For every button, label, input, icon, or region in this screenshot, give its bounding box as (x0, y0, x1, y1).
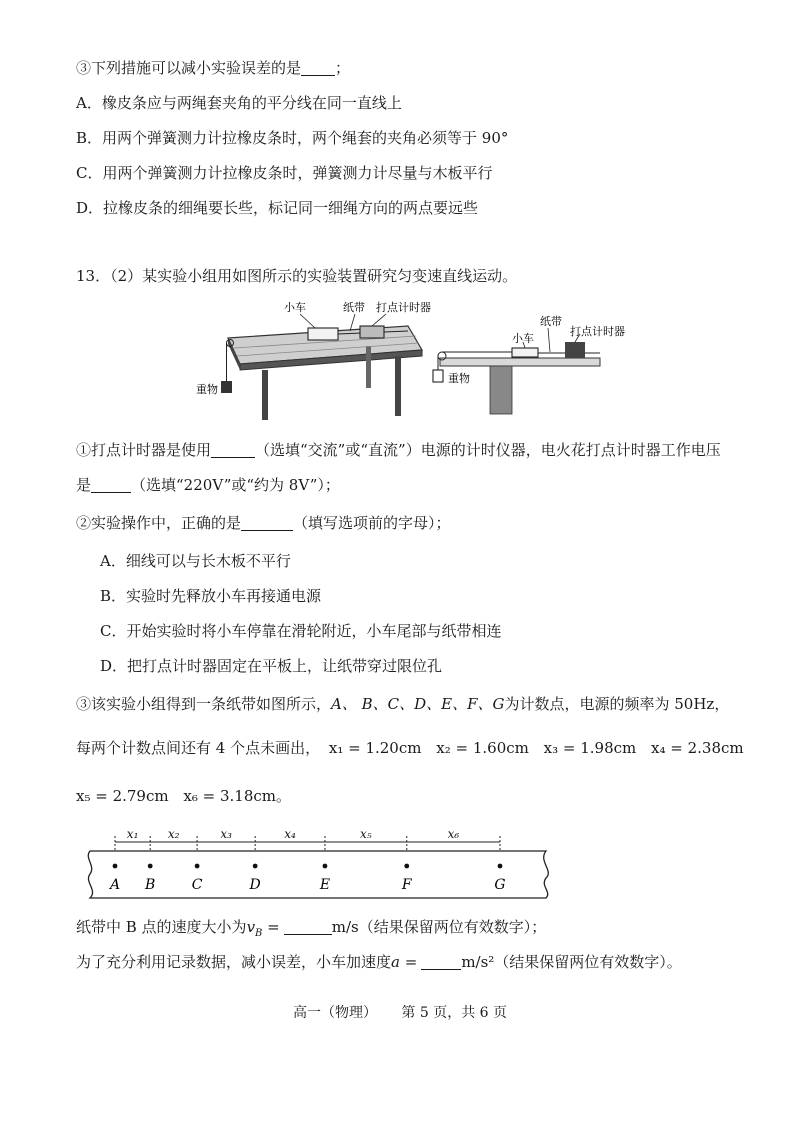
tape-segment-label: x₁ (126, 827, 139, 841)
q13-part2-stem: ②实验操作中，正确的是 （填写选项前的字母）； (76, 514, 451, 532)
q12-option-a: A．橡皮条应与两绳套夹角的平分线在同一直线上 (76, 94, 402, 112)
tape-point-label: A (109, 877, 121, 893)
car-right (512, 348, 565, 357)
answer-blank (421, 954, 461, 970)
footer-course: 高一（物理） (292, 1005, 377, 1021)
apparatus-figure (190, 298, 640, 423)
tape-point-label: E (319, 877, 331, 893)
q13-option-d: D．把打点计时器固定在平板上，让纸带穿过限位孔 (100, 657, 443, 675)
q13-intro: 13．（2）某实验小组用如图所示的实验装置研究匀变速直线运动。 (76, 267, 518, 285)
answer-blank (91, 477, 131, 493)
answer-blank (301, 60, 335, 76)
label-timer: 打点计时器 (376, 301, 431, 314)
q13-part3-line1: ③该实验小组得到一条纸带如图所示，A、 B、C、D、E、F、G为计数点，电源的频率为 50Hz， (76, 695, 730, 713)
q13-part1-line2: 是 （选填“220V”或“约为 8V”）； (76, 476, 340, 494)
q13-part3-line3: x₅ = 2.79cm x₆ = 3.18cm。 (76, 787, 292, 805)
x2-value: x₂ = 1.60cm (436, 739, 529, 757)
label-weight: 重物 (196, 383, 218, 396)
label-timer-right: 打点计时器 (570, 325, 625, 338)
label-tape-right: 纸带 (540, 315, 562, 328)
page-footer (0, 1002, 800, 1022)
q13-part3-line2: 每两个计数点间还有 4 个点未画出， x₁ = 1.20cm x₂ = 1.60cm x₃ = 1.98cm x₄ = 2.38cm (76, 739, 744, 757)
tape-dot (148, 864, 153, 869)
x6-value: x₆ = 3.18cm (183, 787, 276, 805)
q13-option-b: B．实验时先释放小车再接通电源 (100, 587, 322, 605)
timer-right (565, 342, 600, 358)
x4-value: x₄ = 2.38cm (651, 739, 744, 757)
table-side (440, 358, 600, 414)
tape-segment-label: x₆ (447, 827, 460, 841)
q12-option-b: B．用两个弹簧测力计拉橡皮条时，两个绳套的夹角必须等于 90° (76, 129, 509, 147)
tape-point-label: F (401, 877, 412, 893)
paper-tape-figure (80, 826, 560, 908)
answer-blank (284, 919, 332, 935)
label-car-right: 小车 (512, 332, 534, 345)
answer-blank (211, 442, 255, 458)
q12-option-d: D．拉橡皮条的细绳要长些，标记同一细绳方向的两点要远些 (76, 199, 479, 217)
tape-point-label: D (249, 877, 261, 893)
tape-dot (195, 864, 200, 869)
x3-value: x₃ = 1.98cm (543, 739, 637, 757)
tape-dot (404, 864, 409, 869)
answer-blank (241, 515, 293, 531)
q13-option-c: C．开始实验时将小车停靠在滑轮附近，小车尾部与纸带相连 (100, 622, 502, 640)
label-weight-right: 重物 (448, 372, 470, 385)
tape-dot (323, 864, 328, 869)
q13-part1-line1: ①打点计时器是使用 （选填“交流”或“直流”）电源的计时仪器，电火花打点计时器工作电压 (76, 441, 721, 459)
tape-segment-label: x₃ (220, 827, 232, 841)
tape-point-label: G (494, 877, 506, 893)
tape-point-label: C (191, 877, 203, 893)
x1-value: x₁ = 1.20cm (328, 739, 422, 757)
label-tape: 纸带 (343, 301, 365, 314)
q12-option-c: C．用两个弹簧测力计拉橡皮条时，弹簧测力计尽量与木板平行 (76, 164, 493, 182)
tape-dot (498, 864, 503, 869)
tape-segment-label: x₂ (167, 827, 180, 841)
x5-value: x₅ = 2.79cm (76, 787, 169, 805)
tape-segment-label: x₅ (360, 827, 372, 841)
tape-dot (113, 864, 118, 869)
label-car: 小车 (284, 301, 306, 314)
q12-part3-stem: ③下列措施可以减小实验误差的是 ； (76, 59, 351, 77)
q13-part5: 为了充分利用记录数据，减小误差，小车加速度a = m/s²（结果保留两位有效数字）。 (76, 953, 682, 971)
q13-part4: 纸带中 B 点的速度大小为$v_B = m/s$（结果保留两位有效数字）； (76, 918, 547, 939)
footer-page-number: 第 5 页，共 6 页 (401, 1005, 508, 1021)
tape-dot (253, 864, 258, 869)
q13-option-a: A．细线可以与长木板不平行 (100, 552, 291, 570)
tape-body (88, 851, 548, 898)
tape-point-label: B (145, 877, 156, 893)
tape-segment-label: x₄ (284, 827, 296, 841)
